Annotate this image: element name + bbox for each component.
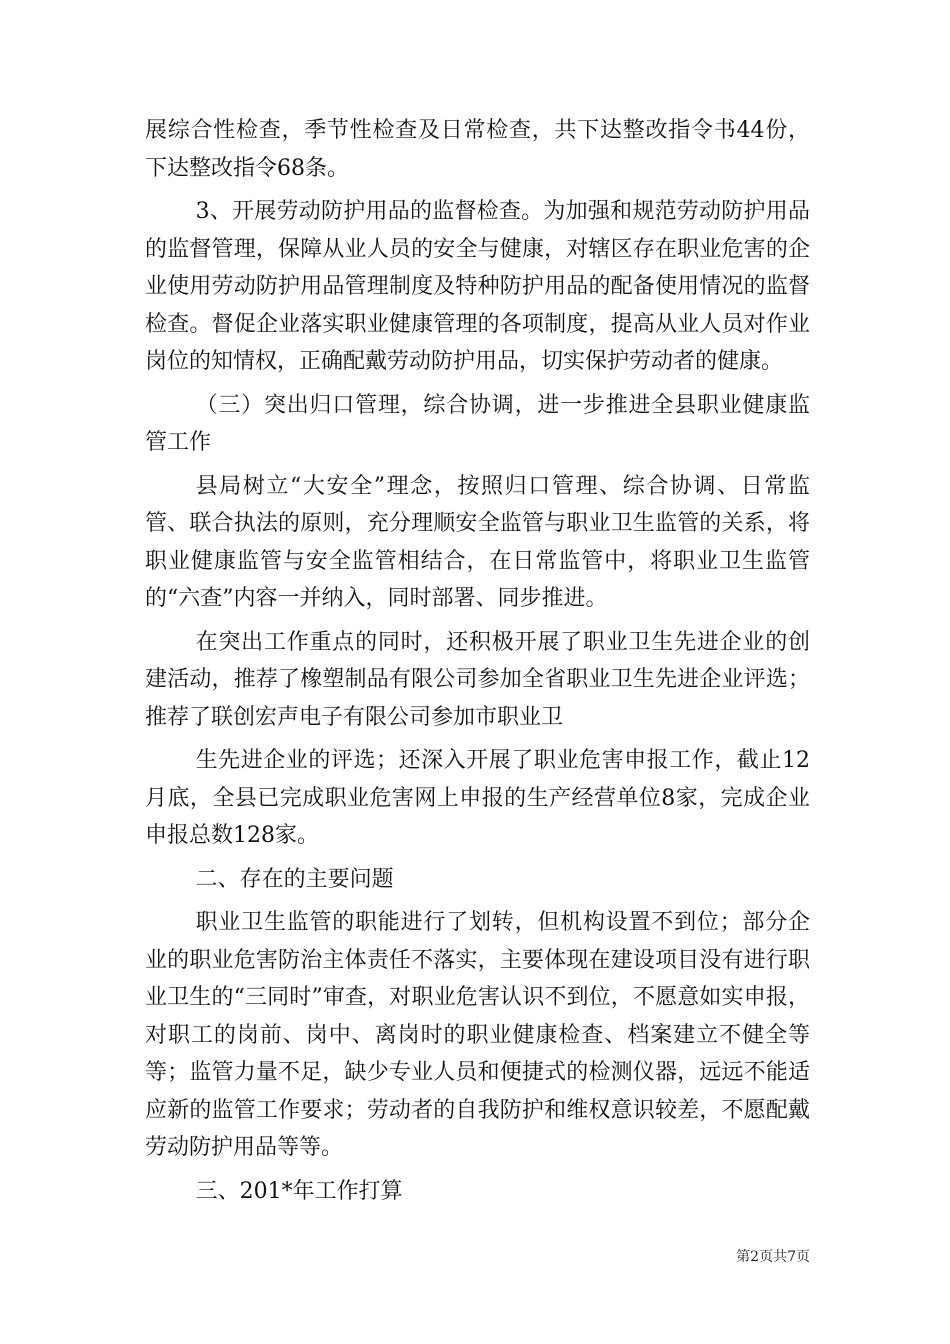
paragraph-hazard-declaration: 生先进企业的评选；还深入开展了职业危害申报工作，截止12月底，全县已完成职业危害网上申报的生产经营单位8家，完成企业申报总数128家。 bbox=[145, 748, 810, 848]
paragraph-protective-equipment: 3、开展劳动防护用品的监督检查。为加强和规范劳动防护用品的监督管理，保障从业人员的安全与健康，对辖区存在职业危害的企业使用劳动防护用品管理制度及特种防护用品的配备使用情况的监督检查。督促企业落实职业健康管理的各项制度，提高从业人员对作业岗位的知情权，正确配戴劳动防护用品，切实保护劳动者的健康。 bbox=[145, 199, 810, 374]
section-heading-work-plan: 三、201*年工作打算 bbox=[195, 1178, 403, 1204]
paragraph-inspection-summary: 展综合性检查，季节性检查及日常检查，共下达整改指令书44份，下达整改指令68条。 bbox=[145, 118, 810, 181]
page-number: 第2页共7页 bbox=[736, 1249, 810, 1265]
document-body bbox=[145, 112, 810, 1210]
paragraph-advanced-enterprise: 在突出工作重点的同时，还积极开展了职业卫生先进企业的创建活动，推荐了橡塑制品有限公司参加全省职业卫生先进企业评选；推荐了联创宏声电子有限公司参加市职业卫 bbox=[145, 629, 810, 730]
paragraph-safety-concept: 县局树立“大安全”理念，按照归口管理、综合协调、日常监管、联合执法的原则，充分理顺安全监管与职业卫生监管的关系，将职业健康监管与安全监管相结合，在日常监管中，将职业卫生监管的“六查”内容一并纳入，同时部署、同步推进。 bbox=[145, 473, 810, 611]
paragraph-problems-detail: 职业卫生监管的职能进行了划转，但机构设置不到位；部分企业的职业危害防治主体责任不落实，主要体现在建设项目没有进行职业卫生的“三同时”审查，对职业危害认识不到位，不愿意如实申报，对职工的岗前、岗中、离岗时的职业健康检查、档案建立不健全等等；监管力量不足，缺少专业人员和便捷式的检测仪器，远远不能适应新的监管工作要求；劳动者的自我防护和维权意识较差，不愿配戴劳动防护用品等等。 bbox=[145, 910, 810, 1160]
section-heading-main-problems: 二、存在的主要问题 bbox=[195, 866, 394, 892]
section-heading-centralized-management: （三）突出归口管理，综合协调，进一步推进全县职业健康监管工作 bbox=[145, 392, 810, 455]
